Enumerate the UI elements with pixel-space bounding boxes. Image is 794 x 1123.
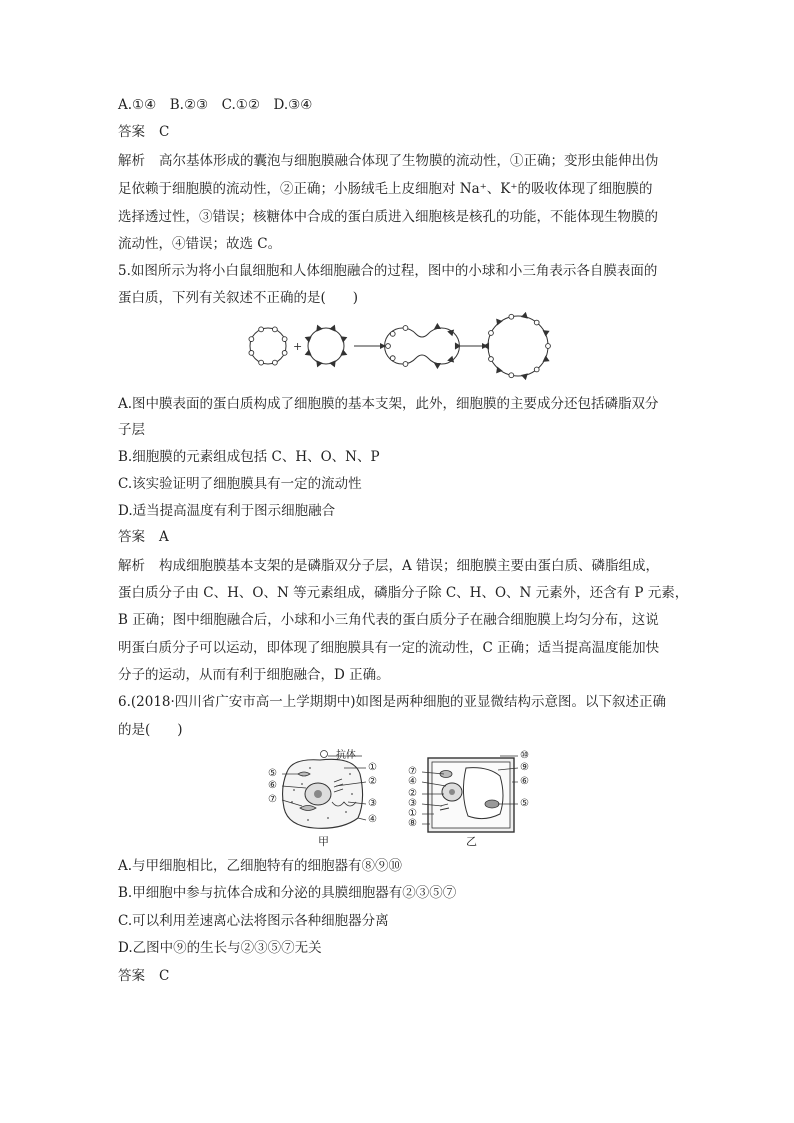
membrane-protein-triangle [522, 374, 527, 379]
plus-sign: + [293, 340, 303, 353]
chloroplast [485, 800, 499, 808]
q5-stem-line: 5.如图所示为将小白鼠细胞和人体细胞融合的过程，图中的小球和小三角表示各自膜表面的 [118, 263, 658, 279]
membrane-protein-triangle [341, 337, 347, 342]
q4-analysis-line: 流动性，④错误；故选 C。 [118, 236, 282, 252]
callout: ⑤ [520, 798, 529, 809]
membrane-protein-triangle [543, 331, 549, 336]
q5-analysis-line: 蛋白质分子由 C、H、O、N 等元素组成，磷脂分子除 C、H、O、N 元素外，还含有 P 元素， [118, 585, 689, 601]
q5-option-a-line: 子层 [118, 422, 145, 438]
q4-analysis-line: 足依赖于细胞膜的流动性，②正确；小肠绒毛上皮细胞对 Na⁺、K⁺的吸收体现了细胞膜的 [118, 181, 653, 197]
callout: ⑥ [268, 780, 277, 791]
callout: ⑦ [408, 766, 417, 777]
q5-analysis-line: B 正确；图中细胞融合后，小球和小三角代表的蛋白质分子在融合细胞膜上均匀分布，这说 [118, 612, 659, 628]
mitochondrion [298, 772, 310, 776]
answer-value: C [159, 968, 170, 984]
analysis-label: 解析 [118, 558, 145, 574]
membrane-protein-triangle [317, 326, 322, 332]
q6-option-b: B.甲细胞中参与抗体合成和分泌的具膜细胞器有②③⑤⑦ [118, 885, 457, 901]
membrane-protein-triangle [522, 313, 527, 318]
membrane-protein-triangle [306, 337, 312, 342]
answer-label: 答案 [118, 529, 145, 545]
callout: ⑦ [268, 794, 277, 805]
mouse-cell [250, 328, 286, 364]
callout: ⑤ [268, 768, 277, 779]
callout: ④ [408, 776, 417, 787]
membrane-protein-ball [390, 356, 395, 361]
membrane-protein-ball [546, 344, 551, 349]
membrane-protein-ball [403, 362, 408, 367]
membrane-protein-triangle [435, 363, 441, 368]
callout: ② [368, 776, 377, 787]
callout: ⑩ [520, 750, 529, 761]
q5-option-a-line: A.图中膜表面的蛋白质构成了细胞膜的基本支架，此外，细胞膜的主要成分还包括磷脂双分 [118, 396, 659, 412]
antibody-label: 抗体 [336, 750, 356, 761]
membrane-protein-triangle [330, 326, 335, 332]
answer-value: A [159, 529, 169, 545]
cell-structure-figure [262, 746, 542, 850]
cell-fusion-figure [240, 312, 560, 384]
membrane-protein-ball [534, 367, 539, 372]
q5-stem-line: 蛋白质，下列有关叙述不正确的是( ) [118, 290, 359, 306]
callout: ① [408, 808, 417, 819]
nucleolus [314, 790, 322, 798]
q5-option-d: D.适当提高温度有利于图示细胞融合 [118, 503, 336, 519]
membrane-protein-triangle [484, 343, 489, 349]
membrane-protein-ball [386, 344, 391, 349]
fused-cell [488, 316, 548, 376]
q6-option-c: C.可以利用差速离心法将图示各种细胞器分离 [118, 913, 389, 929]
callout: ① [368, 762, 377, 773]
membrane-protein-triangle [448, 330, 453, 335]
membrane-protein-ball [390, 331, 395, 336]
membrane-protein-triangle [317, 361, 322, 367]
q5-analysis-line: 解析 构成细胞膜基本支架的是磷脂双分子层，A 错误；细胞膜主要由蛋白质、磷脂组成， [118, 558, 660, 574]
cell-label-yi: 乙 [466, 835, 477, 848]
callout: ⑧ [408, 818, 417, 829]
q4-options: A.①④ B.②③ C.①② D.③④ [118, 97, 313, 113]
q4-answer [118, 123, 169, 141]
membrane-protein-ball [259, 327, 264, 332]
answer-value: C [159, 124, 170, 140]
answer-label: 答案 [118, 124, 145, 140]
callout: ② [408, 788, 417, 799]
callout: ③ [368, 798, 377, 809]
q6-option-a: A.与甲细胞相比，乙细胞特有的细胞器有⑧⑨⑩ [118, 858, 403, 874]
membrane-protein-ball [509, 314, 514, 319]
membrane-protein-triangle [435, 324, 441, 329]
q5-option-c: C.该实验证明了细胞膜具有一定的流动性 [118, 476, 362, 492]
membrane-protein-ball [272, 327, 277, 332]
q6-answer [118, 967, 169, 985]
membrane-protein-ball [489, 357, 494, 362]
q5-analysis-line: 分子的运动，从而有利于细胞融合，D 正确。 [118, 667, 390, 683]
q4-analysis-line: 解析 高尔基体形成的囊泡与细胞膜融合体现了生物膜的流动性，①正确；变形虫能伸出伪 [118, 153, 659, 169]
q6-stem-line: 的是( ) [118, 722, 183, 738]
membrane-protein-triangle [330, 361, 335, 367]
human-cell [308, 328, 344, 364]
membrane-protein-ball [489, 331, 494, 336]
membrane-protein-triangle [448, 357, 453, 362]
q5-answer [118, 528, 169, 546]
membrane-protein-ball [272, 360, 277, 365]
membrane-protein-triangle [543, 356, 549, 361]
callout: ⑨ [520, 762, 529, 773]
membrane-protein-ball [249, 350, 254, 355]
secretory-vesicle [321, 751, 328, 758]
membrane-protein-triangle [497, 319, 502, 324]
membrane-protein-ball [282, 337, 287, 342]
membrane-protein-ball [509, 373, 514, 378]
membrane-protein-ball [282, 350, 287, 355]
cell-label-jia: 甲 [318, 835, 329, 848]
membrane-protein-ball [534, 320, 539, 325]
callout: ⑥ [520, 776, 529, 787]
membrane-protein-ball [403, 326, 408, 331]
fusing-cells [385, 328, 460, 364]
membrane-protein-ball [249, 337, 254, 342]
nucleolus [449, 789, 455, 795]
callout: ④ [368, 814, 377, 825]
answer-label: 答案 [118, 968, 145, 984]
q5-option-b: B.细胞膜的元素组成包括 C、H、O、N、P [118, 449, 380, 465]
vacuole [463, 768, 503, 819]
membrane-protein-triangle [306, 350, 312, 355]
membrane-protein-triangle [341, 350, 347, 355]
membrane-protein-triangle [497, 367, 502, 372]
analysis-label: 解析 [118, 153, 145, 169]
q6-stem-line: 6.(2018·四川省广安市高一上学期期中)如图是两种细胞的亚显微结构示意图。以下叙述正确 [118, 694, 667, 710]
q4-analysis-line: 选择透过性，③错误；核糖体中合成的蛋白质进入细胞核是核孔的功能，不能体现生物膜的 [118, 209, 658, 225]
q5-analysis-line: 明蛋白质分子可以运动，即体现了细胞膜具有一定的流动性，C 正确；适当提高温度能加快 [118, 640, 660, 656]
q6-option-d: D.乙图中⑨的生长与②③⑤⑦无关 [118, 940, 322, 956]
membrane-protein-ball [259, 360, 264, 365]
callout: ③ [408, 798, 417, 809]
